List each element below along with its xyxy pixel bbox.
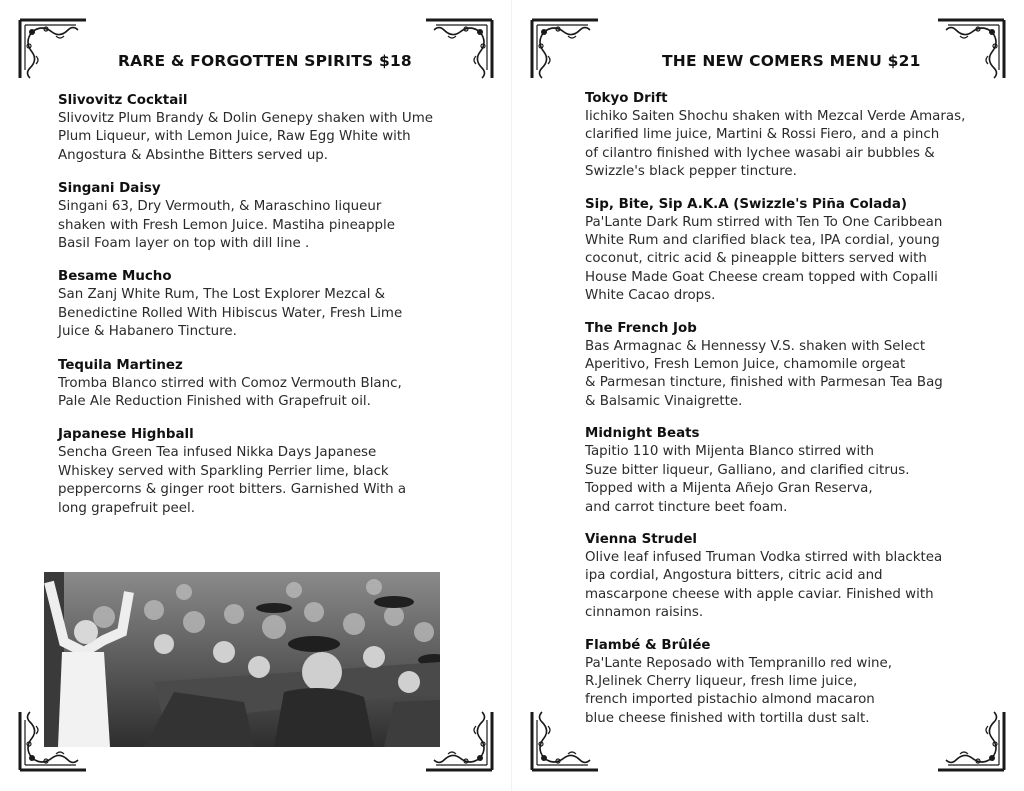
item-description: Slivovitz Plum Brandy & Dolin Genepy shaken with Ume Plum Liqueur, with Lemon Juice, Raw Egg White with Angostura & Absinthe Bitters served up.	[58, 111, 433, 163]
item-description: Pa'Lante Dark Rum stirred with Ten To One Caribbean White Rum and clarified black tea, IPA cordial, young coconut, citric acid & pineapple bitters served with House Made Goat Cheese cream topped with Copalli White Cacao drops.	[585, 214, 943, 304]
section-heading: RARE & FORGOTTEN SPIRITS $18	[118, 52, 412, 70]
ornament-corner-top-right-icon	[930, 16, 1008, 84]
menu-item	[58, 268, 458, 341]
menu-item	[585, 531, 1005, 623]
item-name: The French Job	[585, 320, 697, 336]
item-name: Tequila Martinez	[58, 357, 183, 373]
menu-item	[585, 637, 1005, 729]
item-name: Midnight Beats	[585, 426, 700, 442]
menu-item	[585, 320, 1005, 412]
item-description: Bas Armagnac & Hennessy V.S. shaken with Select Aperitivo, Fresh Lemon Juice, chamomile orgeat & Parmesan tincture, finished with Parmesan Tea Bag & Balsamic Vinaigrette.	[585, 338, 943, 409]
item-name: Sip, Bite, Sip A.K.A (Swizzle's Piña Colada)	[585, 196, 908, 212]
ornament-corner-top-right-icon	[418, 16, 496, 84]
item-description: Iichiko Saiten Shochu shaken with Mezcal Verde Amaras, clarified lime juice, Martini & Rossi Fiero, and a pinch of cilantro finished with lychee wasabi air bubbles & Swizzle's black pepper tincture.	[585, 109, 966, 180]
right-menu-panel	[512, 0, 1024, 791]
section-heading: THE NEW COMERS MENU $21	[662, 52, 921, 70]
menu-item	[58, 357, 458, 412]
menu-items-left	[58, 92, 458, 518]
ornament-corner-top-left-icon	[528, 16, 606, 84]
item-description: Pa'Lante Reposado with Tempranillo red wine, R.Jelinek Cherry liqueur, fresh lime juice, french imported pistachio almond macaron blue cheese finished with tortilla dust salt.	[585, 655, 893, 726]
menu-item	[58, 426, 458, 518]
menu-item	[585, 90, 1005, 182]
item-name: Vienna Strudel	[585, 531, 698, 547]
item-description: Olive leaf infused Truman Vodka stirred with blacktea ipa cordial, Angostura bitters, citric acid and mascarpone cheese with apple caviar. Finished with cinnamon raisins.	[585, 549, 943, 621]
ornament-corner-top-left-icon	[16, 16, 94, 84]
item-name: Besame Mucho	[58, 269, 172, 285]
menu-item	[585, 425, 1005, 517]
item-name: Slivovitz Cocktail	[58, 93, 188, 108]
item-name: Singani Daisy	[58, 181, 161, 197]
item-description: Singani 63, Dry Vermouth, & Maraschino liqueur shaken with Fresh Lemon Juice. Mastiha pineapple Basil Foam layer on top with dill line .	[58, 199, 395, 252]
item-name: Flambé & Brûlée	[585, 637, 711, 653]
item-description: Sencha Green Tea infused Nikka Days Japanese Whiskey served with Sparkling Perrier lime, black peppercorns & ginger root bitters. Garnished With a long grapefruit peel.	[58, 445, 407, 516]
item-description: Tromba Blanco stirred with Comoz Vermouth Blanc, Pale Ale Reduction Finished with Grapefruit oil.	[58, 375, 402, 410]
item-name: Tokyo Drift	[585, 91, 668, 106]
menu-item	[58, 180, 458, 253]
menu-items-right	[585, 90, 1005, 728]
menu-item	[58, 92, 458, 165]
item-description: San Zanj White Rum, The Lost Explorer Mezcal & Benedictine Rolled With Hibiscus Water, Fresh Lime Juice & Habanero Tincture.	[58, 287, 403, 340]
item-name: Japanese Highball	[58, 427, 194, 443]
vintage-bar-crowd-photo	[44, 572, 440, 747]
item-description: Tapitio 110 with Mijenta Blanco stirred with Suze bitter liqueur, Galliano, and clarified citrus. Topped with a Mijenta Añejo Gran Reserva, and carrot tincture beet foam.	[585, 444, 910, 515]
menu-item	[585, 196, 1005, 306]
